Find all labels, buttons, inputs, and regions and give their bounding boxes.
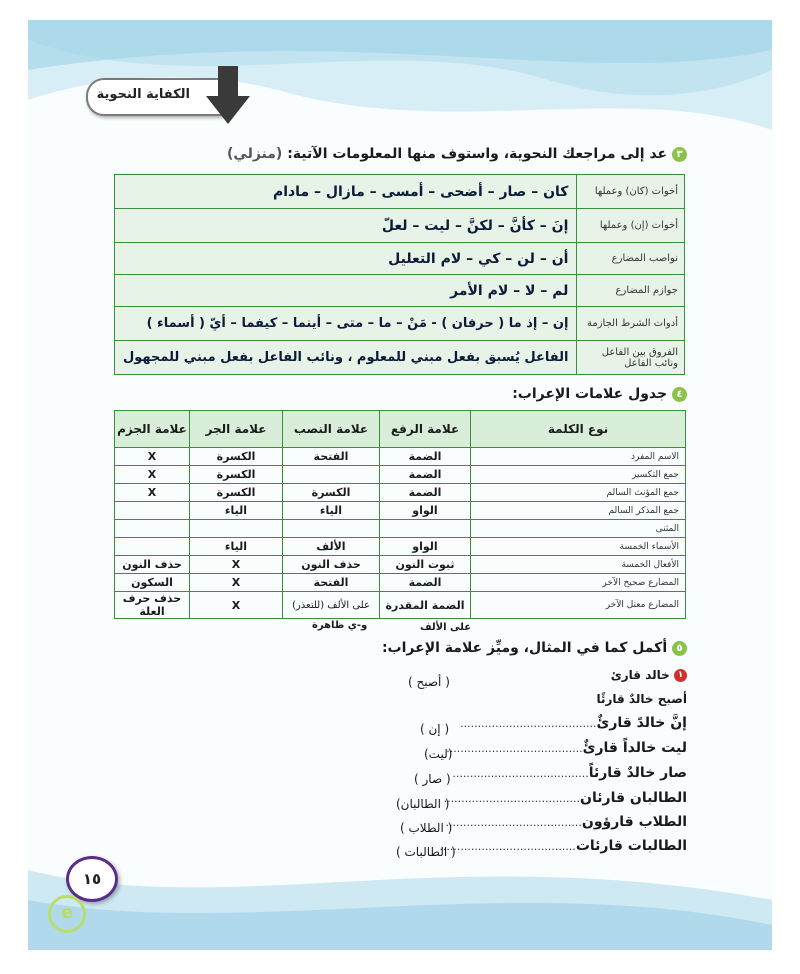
down-arrow-icon <box>206 66 250 124</box>
section4-prompt: جدول علامات الإعراب: <box>512 386 668 402</box>
cell: على الألف (للتعذر) <box>283 592 380 619</box>
cell: المضارع معتل الآخر <box>471 592 686 619</box>
section3-tag: (منزلي) <box>227 146 283 162</box>
cell: المضارع صحيح الآخر <box>471 574 686 592</box>
cell: ثبوت النون <box>380 556 471 574</box>
cell <box>115 502 190 520</box>
table-row <box>115 520 686 538</box>
cell: الضمة المقدرة <box>380 592 471 619</box>
cell: الضمة <box>380 466 471 484</box>
cell: السكون <box>115 574 190 592</box>
exercise-word: (ليت) <box>424 747 453 761</box>
cell: الكسرة <box>190 466 283 484</box>
note-raf: على الألف <box>420 622 472 633</box>
cell: حذف النون <box>283 556 380 574</box>
exercise-line <box>452 765 687 781</box>
exercise-dots: ....................................... <box>460 717 597 730</box>
example-line <box>611 668 687 682</box>
cell: الكسرة <box>190 484 283 502</box>
publisher-logo-icon: e <box>48 895 86 933</box>
table-row <box>115 484 686 502</box>
table-row <box>115 466 686 484</box>
section4-number: ٤ <box>672 387 687 402</box>
cell: الفتحة <box>283 574 380 592</box>
cell: الاسم المفرد <box>471 448 686 466</box>
table-row <box>115 275 685 307</box>
section3-number: ٣ <box>672 147 687 162</box>
cell: الأفعال الخمسة <box>471 556 686 574</box>
exercise-word: ( الطالبان) <box>396 797 450 811</box>
cell <box>115 520 190 538</box>
table-row <box>115 538 686 556</box>
exercise-line <box>446 740 687 756</box>
table-row <box>115 574 686 592</box>
table-row <box>115 243 685 275</box>
section5-prompt: أكمل كما في المثال، وميِّز علامة الإعراب: <box>381 640 668 656</box>
exercise-answer: إنَّ خالدً قارئٌ <box>596 715 687 731</box>
table-row <box>115 502 686 520</box>
exercise-answer: صار خالدٌ قارئاً <box>588 765 687 781</box>
section-header-title: الكفاية النحوية <box>96 87 190 102</box>
exercise-dots: ....................................... <box>446 742 583 755</box>
table-header-row <box>115 411 686 448</box>
cell: X <box>190 592 283 619</box>
exercise-word: ( الطلاب ) <box>400 821 453 835</box>
cell: حذف النون <box>115 556 190 574</box>
table-row <box>115 175 685 209</box>
cell: حذف حرف العلة <box>115 592 190 619</box>
exercise-word: ( صار ) <box>414 772 451 786</box>
exercise-word: ( الطالبات ) <box>396 845 456 859</box>
col-header: علامة النصب <box>283 411 380 448</box>
cell: الضمة <box>380 574 471 592</box>
example-number: ١ <box>674 669 687 682</box>
page-number: ١٥ <box>66 856 118 902</box>
col-header: علامة الرفع <box>380 411 471 448</box>
example-answer: أصبح خالدٌ قارئًا <box>596 692 687 706</box>
cell: الكسرة <box>190 448 283 466</box>
exercise-answer: الطالبات قارئات <box>575 838 687 854</box>
exercise-answer: ليت خالداً قارئٌ <box>582 740 687 756</box>
row-value: لم – لا – لام الأمر <box>115 275 577 307</box>
cell: الضمة <box>380 484 471 502</box>
cell: الياء <box>190 502 283 520</box>
cell: الواو <box>380 502 471 520</box>
exercise-dots: ....................................... <box>452 767 589 780</box>
exercise-line <box>444 790 687 806</box>
section3-prompt-line <box>227 146 687 162</box>
exercise-line <box>460 715 687 731</box>
note-nasb: و-ي ظاهرة <box>312 620 368 631</box>
cell: الكسرة <box>283 484 380 502</box>
exercise-dots: ....................................... <box>443 792 581 805</box>
row-key: الفروق بين الفاعل ونائب الفاعل <box>577 341 685 375</box>
cell: الأسماء الخمسة <box>471 538 686 556</box>
cell <box>283 466 380 484</box>
row-value: إن – إذ ما ( حرفان ) - مَنْ – ما – متى – أينما – كيفما – أيّ ( أسماء ) <box>115 307 577 341</box>
cell: الياء <box>190 538 283 556</box>
table-row <box>115 592 686 619</box>
cell: الضمة <box>380 448 471 466</box>
cell: جمع المذكر السالم <box>471 502 686 520</box>
table-row <box>115 341 685 375</box>
cell: جمع المؤنث السالم <box>471 484 686 502</box>
row-key: أخوات (كان) وعملها <box>577 175 685 209</box>
table-row <box>115 209 685 243</box>
col-header: نوع الكلمة <box>471 411 686 448</box>
cell: X <box>190 574 283 592</box>
table-row <box>115 307 685 341</box>
row-key: أخوات (إن) وعملها <box>577 209 685 243</box>
section3-table <box>114 174 685 375</box>
section3-prompt: عد إلى مراجعك النحوية، واستوف منها المعلومات الآتية: <box>287 146 668 162</box>
example-sentence: خالد قارئ <box>610 668 670 682</box>
exercise-word: ( إن ) <box>420 722 450 736</box>
cell <box>380 520 471 538</box>
example-word: ( أصبح ) <box>408 675 450 689</box>
cell: X <box>115 448 190 466</box>
exercise-dots: ....................................... <box>445 816 582 829</box>
exercise-line <box>439 838 687 854</box>
cell: الألف <box>283 538 380 556</box>
cell: المثنى <box>471 520 686 538</box>
row-value: أن – لن – كي – لام التعليل <box>115 243 577 275</box>
section5-number: ٥ <box>672 641 687 656</box>
cell <box>190 520 283 538</box>
cell: X <box>115 484 190 502</box>
cell: الفتحة <box>283 448 380 466</box>
row-key: جوازم المضارع <box>577 275 685 307</box>
exercise-dots: ....................................... <box>439 840 576 853</box>
col-header: علامة الجزم <box>115 411 190 448</box>
section4-prompt-line <box>512 386 687 402</box>
table-row <box>115 448 686 466</box>
table-row <box>115 556 686 574</box>
section4-table <box>114 410 686 619</box>
cell: X <box>115 466 190 484</box>
cell: الواو <box>380 538 471 556</box>
cell: الياء <box>283 502 380 520</box>
row-key: نواصب المضارع <box>577 243 685 275</box>
row-value: كان – صار – أضحى – أمسى – مازال – مادام <box>115 175 577 209</box>
section5-prompt-line <box>382 640 687 656</box>
row-key: أدوات الشرط الجازمة <box>577 307 685 341</box>
cell <box>283 520 380 538</box>
exercise-answer: الطالبان قارئان <box>580 790 687 806</box>
cell: جمع التكسير <box>471 466 686 484</box>
exercise-answer: الطلاب قارؤون <box>581 814 687 830</box>
cell <box>115 538 190 556</box>
exercise-line <box>446 814 687 830</box>
row-value: إنَ – كأنَّ – لكنَّ – ليت – لعلّ <box>115 209 577 243</box>
col-header: علامة الجر <box>190 411 283 448</box>
row-value: الفاعل يُسبق بفعل مبني للمعلوم ، ونائب الفاعل بفعل مبني للمجهول <box>115 341 577 375</box>
cell: X <box>190 556 283 574</box>
